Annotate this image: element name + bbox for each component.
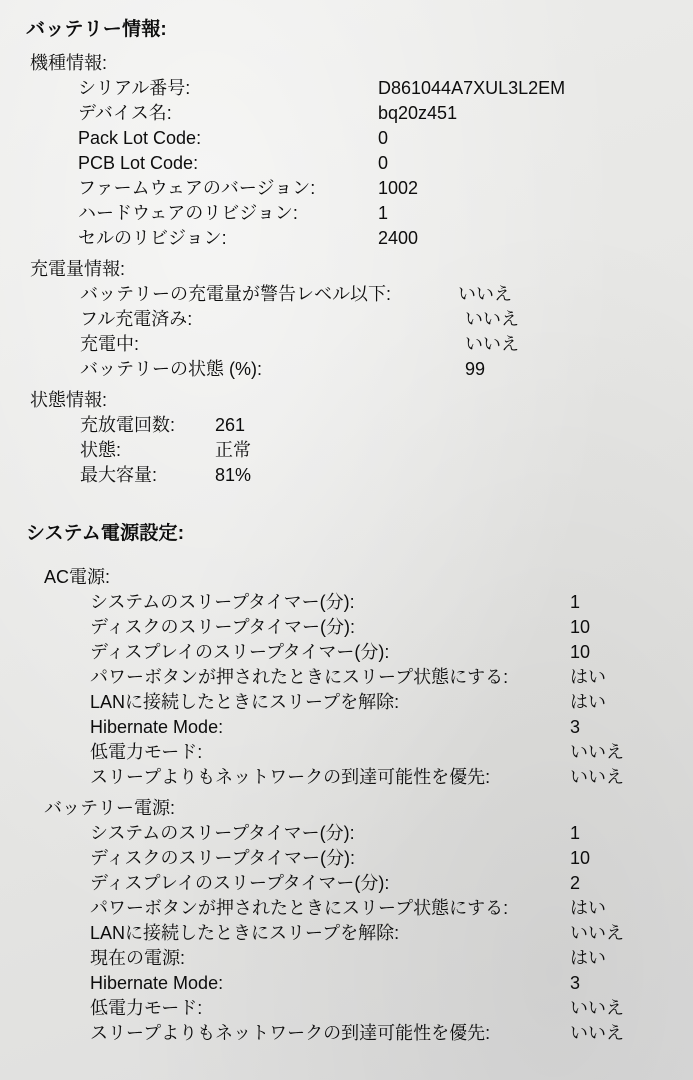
row-value: 10: [570, 848, 591, 868]
table-row: [8, 665, 685, 690]
row-label: LANに接続したときにスリープを解除:: [90, 923, 400, 943]
table-row: [8, 176, 685, 201]
row-value: いいえ: [458, 284, 512, 304]
row-label: フル充電済み:: [80, 309, 193, 329]
table-row: [8, 896, 685, 921]
row-value: 0: [378, 128, 389, 148]
battery-info-heading: バッテリー情報:: [26, 19, 167, 40]
row-value: はい: [570, 948, 606, 968]
table-row: [8, 590, 685, 615]
row-value: 1: [570, 823, 581, 843]
row-label: バッテリーの状態 (%):: [80, 359, 262, 379]
row-label: ファームウェアのバージョン:: [78, 178, 316, 198]
row-value: はい: [570, 898, 606, 918]
row-value: 正常: [215, 440, 251, 460]
table-row: [8, 740, 685, 765]
table-row: [8, 640, 685, 665]
row-label: 低電力モード:: [90, 998, 203, 1018]
table-row: [8, 615, 685, 640]
row-value: 1: [378, 203, 389, 223]
model-info-list: [8, 76, 685, 251]
table-row: [8, 463, 685, 488]
row-value: 81%: [215, 465, 252, 485]
row-label: スリープよりもネットワークの到達可能性を優先:: [90, 1023, 491, 1043]
row-label: Hibernate Mode:: [90, 973, 224, 993]
table-row: [8, 996, 685, 1021]
table-row: [8, 307, 685, 332]
row-value: 1: [570, 592, 581, 612]
row-value: はい: [570, 692, 606, 712]
ac-power-group-heading: AC電源:: [44, 567, 111, 587]
row-label: デバイス名:: [78, 103, 172, 123]
row-value: 2400: [378, 228, 419, 248]
row-value: 3: [570, 717, 581, 737]
charge-info-group-heading: 充電量情報:: [30, 259, 126, 279]
table-row: [8, 201, 685, 226]
row-value: いいえ: [465, 334, 519, 354]
row-label: シリアル番号:: [78, 78, 191, 98]
table-row: [8, 1021, 685, 1046]
table-row: [8, 765, 685, 790]
spacer: [8, 553, 685, 559]
row-label: 現在の電源:: [90, 948, 186, 968]
battery-power-group-heading: バッテリー電源:: [44, 798, 176, 818]
row-label: ディスプレイのスリープタイマー(分):: [90, 873, 390, 893]
row-value: 261: [215, 415, 246, 435]
row-value: いいえ: [570, 1023, 624, 1043]
row-label: 充放電回数:: [80, 415, 176, 435]
table-row: [8, 846, 685, 871]
row-value: 2: [570, 873, 581, 893]
row-value: 1002: [378, 178, 419, 198]
row-label: ハードウェアのリビジョン:: [78, 203, 298, 223]
power-settings-heading: システム電源設定:: [26, 523, 185, 544]
table-row: [8, 332, 685, 357]
row-value: いいえ: [465, 309, 519, 329]
row-value: bq20z451: [378, 103, 458, 123]
table-row: [8, 226, 685, 251]
row-label: システムのスリープタイマー(分):: [90, 823, 355, 843]
row-label: LANに接続したときにスリープを解除:: [90, 692, 400, 712]
table-row: [8, 971, 685, 996]
table-row: [8, 946, 685, 971]
row-value: 10: [570, 617, 591, 637]
table-row: [8, 282, 685, 307]
battery-power-list: [8, 821, 685, 1046]
table-row: [8, 151, 685, 176]
row-label: スリープよりもネットワークの到達可能性を優先:: [90, 767, 491, 787]
row-label: システムのスリープタイマー(分):: [90, 592, 355, 612]
row-label: 最大容量:: [80, 465, 158, 485]
row-label: PCB Lot Code:: [78, 153, 199, 173]
table-row: [8, 690, 685, 715]
model-info-group-heading: 機種情報:: [30, 53, 108, 73]
row-label: ディスプレイのスリープタイマー(分):: [90, 642, 390, 662]
table-row: [8, 413, 685, 438]
row-label: ディスクのスリープタイマー(分):: [90, 848, 356, 868]
row-value: いいえ: [570, 742, 624, 762]
row-label: 状態:: [80, 440, 122, 460]
row-value: 10: [570, 642, 591, 662]
status-info-list: [8, 413, 685, 488]
row-label: パワーボタンが押されたときにスリープ状態にする:: [90, 898, 509, 918]
row-label: Pack Lot Code:: [78, 128, 202, 148]
row-value: 99: [465, 359, 486, 379]
table-row: [8, 821, 685, 846]
row-value: いいえ: [570, 923, 624, 943]
table-row: [8, 921, 685, 946]
table-row: [8, 715, 685, 740]
row-value: いいえ: [570, 998, 624, 1018]
row-label: 低電力モード:: [90, 742, 203, 762]
row-value: 3: [570, 973, 581, 993]
ac-power-list: [8, 590, 685, 790]
table-row: [8, 101, 685, 126]
row-label: セルのリビジョン:: [78, 228, 227, 248]
row-label: ディスクのスリープタイマー(分):: [90, 617, 356, 637]
table-row: [8, 126, 685, 151]
row-value: いいえ: [570, 767, 624, 787]
row-label: バッテリーの充電量が警告レベル以下:: [80, 284, 391, 304]
row-label: Hibernate Mode:: [90, 717, 224, 737]
status-info-group-heading: 状態情報:: [30, 390, 108, 410]
table-row: [8, 357, 685, 382]
row-value: D861044A7XUL3L2EM: [378, 78, 566, 98]
row-value: はい: [570, 667, 606, 687]
table-row: [8, 438, 685, 463]
table-row: [8, 871, 685, 896]
row-label: 充電中:: [80, 334, 140, 354]
table-row: [8, 76, 685, 101]
row-value: 0: [378, 153, 389, 173]
charge-info-list: [8, 282, 685, 382]
row-label: パワーボタンが押されたときにスリープ状態にする:: [90, 667, 509, 687]
